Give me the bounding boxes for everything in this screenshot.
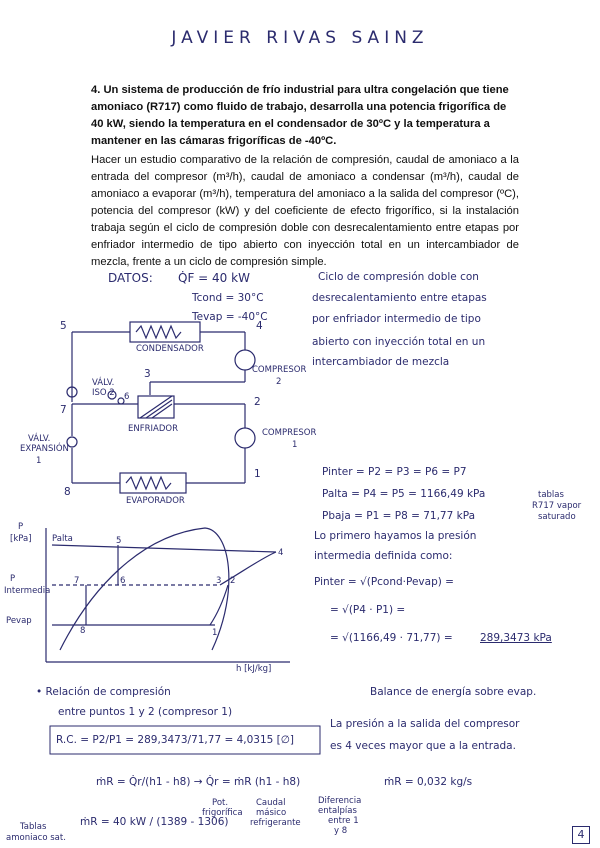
annotation-label: Caudal — [256, 798, 286, 808]
formula-line: = √(P4 · P1) = — [330, 604, 406, 616]
annotation-label: refrigerante — [250, 818, 301, 828]
ph-pinter-label: Intermedia — [4, 586, 51, 596]
compressor1-label: COMPRESOR — [262, 428, 317, 438]
analysis-subtitle: entre puntos 1 y 2 (compresor 1) — [58, 706, 233, 718]
point-label: 3 — [144, 368, 151, 380]
ph-y-axis-unit: [kPa] — [10, 534, 32, 544]
ph-point-label: 2 — [230, 576, 236, 586]
problem-study-request: Hacer un estudio comparativo de la relación de compresión, caudal de amoniaco a la entrada del compresor (m³/h), caudal de amoniaco a condensar (m³/h), caudal de amoniaco a evaporar (m³/h), temperatura del amoniaco a la salida del compresor (ºC), potencia del compresor (kW) y del coeficiente de efecto frigorífico, si la instalación trabaja según el ciclo de compresión doble con desrecalentamiento entre etapas por enfriador intermedio de tipo abierto con inyección total en un intercambiador de mezcla, frente a un ciclo de compresión simple. — [91, 154, 519, 268]
compressor2-label: COMPRESOR — [252, 365, 307, 375]
cooler-label: ENFRIADOR — [128, 424, 178, 434]
formula-line: = √(1166,49 · 71,77) = — [330, 632, 453, 644]
valve-iso-number: ISO 2 — [92, 388, 115, 398]
data-qf: Q̇F = 40 kW — [178, 271, 250, 285]
author-name: JAVIER RIVAS SAINZ — [171, 28, 429, 48]
annotation-label: másico — [256, 808, 287, 818]
ph-point-label: 3 — [216, 576, 222, 586]
ratio-note: La presión a la salida del compresor — [330, 718, 520, 730]
ph-pinter-label: P — [10, 574, 16, 584]
cycle-description-line: abierto con inyección total en un — [312, 336, 486, 348]
energy-balance-note: Balance de energía sobre evap. — [370, 686, 537, 698]
valve1-number: 1 — [36, 456, 42, 466]
analysis-bullet: • Relación de compresión — [36, 686, 171, 698]
problem-statement: 4. Un sistema de producción de frío industrial para ultra congelación que tiene amoniaco (R717) como fluido de trabajo, desarrolla una potencia frigorífica de 40 kW, siendo la temperatura en el condensador de 30ºC y la temperatura a mantener en las cámaras frigoríficas de -40ºC. — [91, 84, 509, 147]
point-label: 4 — [256, 320, 263, 332]
point-label: 5 — [60, 320, 67, 332]
intermediate-intro: intermedia definida como: — [314, 550, 453, 562]
formula-line: Pinter = √(Pcond·Pevap) = — [314, 576, 454, 588]
pressure-inter: Pinter = P2 = P3 = P6 = P7 — [322, 466, 467, 478]
cycle-description-line: Ciclo de compresión doble con — [318, 271, 479, 283]
ph-x-axis-label: h [kJ/kg] — [236, 664, 272, 674]
data-tevap: Tevap = -40°C — [192, 311, 268, 323]
point-label: 7 — [60, 404, 67, 416]
tables-note: tablas — [538, 490, 564, 500]
ph-point-label: 4 — [278, 548, 284, 558]
pressure-high: Palta = P4 = P5 = 1166,49 kPa — [322, 488, 486, 500]
annotation-label: Diferencia — [318, 796, 362, 806]
evaporator-label: EVAPORADOR — [126, 496, 185, 506]
valve1-label: VÁLV. — [28, 434, 51, 444]
data-title: DATOS: — [108, 271, 153, 285]
annotation-label: entalpías — [318, 806, 357, 816]
cycle-description-line: desrecalentamiento entre etapas — [312, 292, 487, 304]
tables-note: saturado — [538, 512, 576, 522]
page-number: 4 — [572, 826, 590, 844]
data-tcond: Tcond = 30°C — [192, 292, 264, 304]
cycle-description-line: por enfriador intermedio de tipo — [312, 313, 481, 325]
compressor2-number: 2 — [276, 377, 282, 387]
ph-point-label: 1 — [212, 628, 218, 638]
compressor1-number: 1 — [292, 440, 298, 450]
ph-point-label: 6 — [120, 576, 126, 586]
annotation-label: entre 1 — [328, 816, 359, 826]
ph-pevap-label: Pevap — [6, 616, 32, 626]
cycle-description-line: intercambiador de mezcla — [312, 356, 450, 368]
point-label: 8 — [64, 486, 71, 498]
point-label: 1 — [254, 468, 261, 480]
tables-note: amoniaco sat. — [6, 833, 66, 843]
ratio-note: es 4 veces mayor que a la entrada. — [330, 740, 516, 752]
ph-y-axis-label: P — [18, 522, 24, 532]
intermediate-intro: Lo primero hayamos la presión — [314, 530, 477, 542]
annotation-label: frigorífica — [202, 808, 243, 818]
point-label: 6 — [124, 392, 130, 402]
ph-point-label: 7 — [74, 576, 80, 586]
compression-ratio: R.C. = P2/P1 = 289,3473/71,77 = 4,0315 [∅] — [56, 734, 295, 746]
mass-flow-calc: ṁR = 40 kW / (1389 - 1306) — [80, 816, 229, 828]
tables-note: R717 vapor — [532, 501, 582, 511]
tables-note: Tablas — [20, 822, 47, 832]
mass-flow-formula: ṁR = Q̇r/(h1 - h8) → Q̇r = ṁR (h1 - h8) — [96, 776, 301, 788]
mass-flow-value: ṁR = 0,032 kg/s — [384, 776, 473, 788]
valve1-label: EXPANSIÓN — [20, 444, 69, 454]
pressure-low: Pbaja = P1 = P8 = 71,77 kPa — [322, 510, 475, 522]
ph-point-label: 8 — [80, 626, 86, 636]
intermediate-pressure-result: 289,3473 kPa — [480, 632, 552, 644]
annotation-label: y 8 — [334, 826, 348, 836]
ph-palta-label: Palta — [52, 534, 73, 544]
condenser-label: CONDENSADOR — [136, 344, 204, 354]
valve-iso-label: VÁLV. — [92, 378, 115, 388]
ph-point-label: 5 — [116, 536, 122, 546]
annotation-label: Pot. — [212, 798, 229, 808]
point-label: 2 — [254, 396, 261, 408]
